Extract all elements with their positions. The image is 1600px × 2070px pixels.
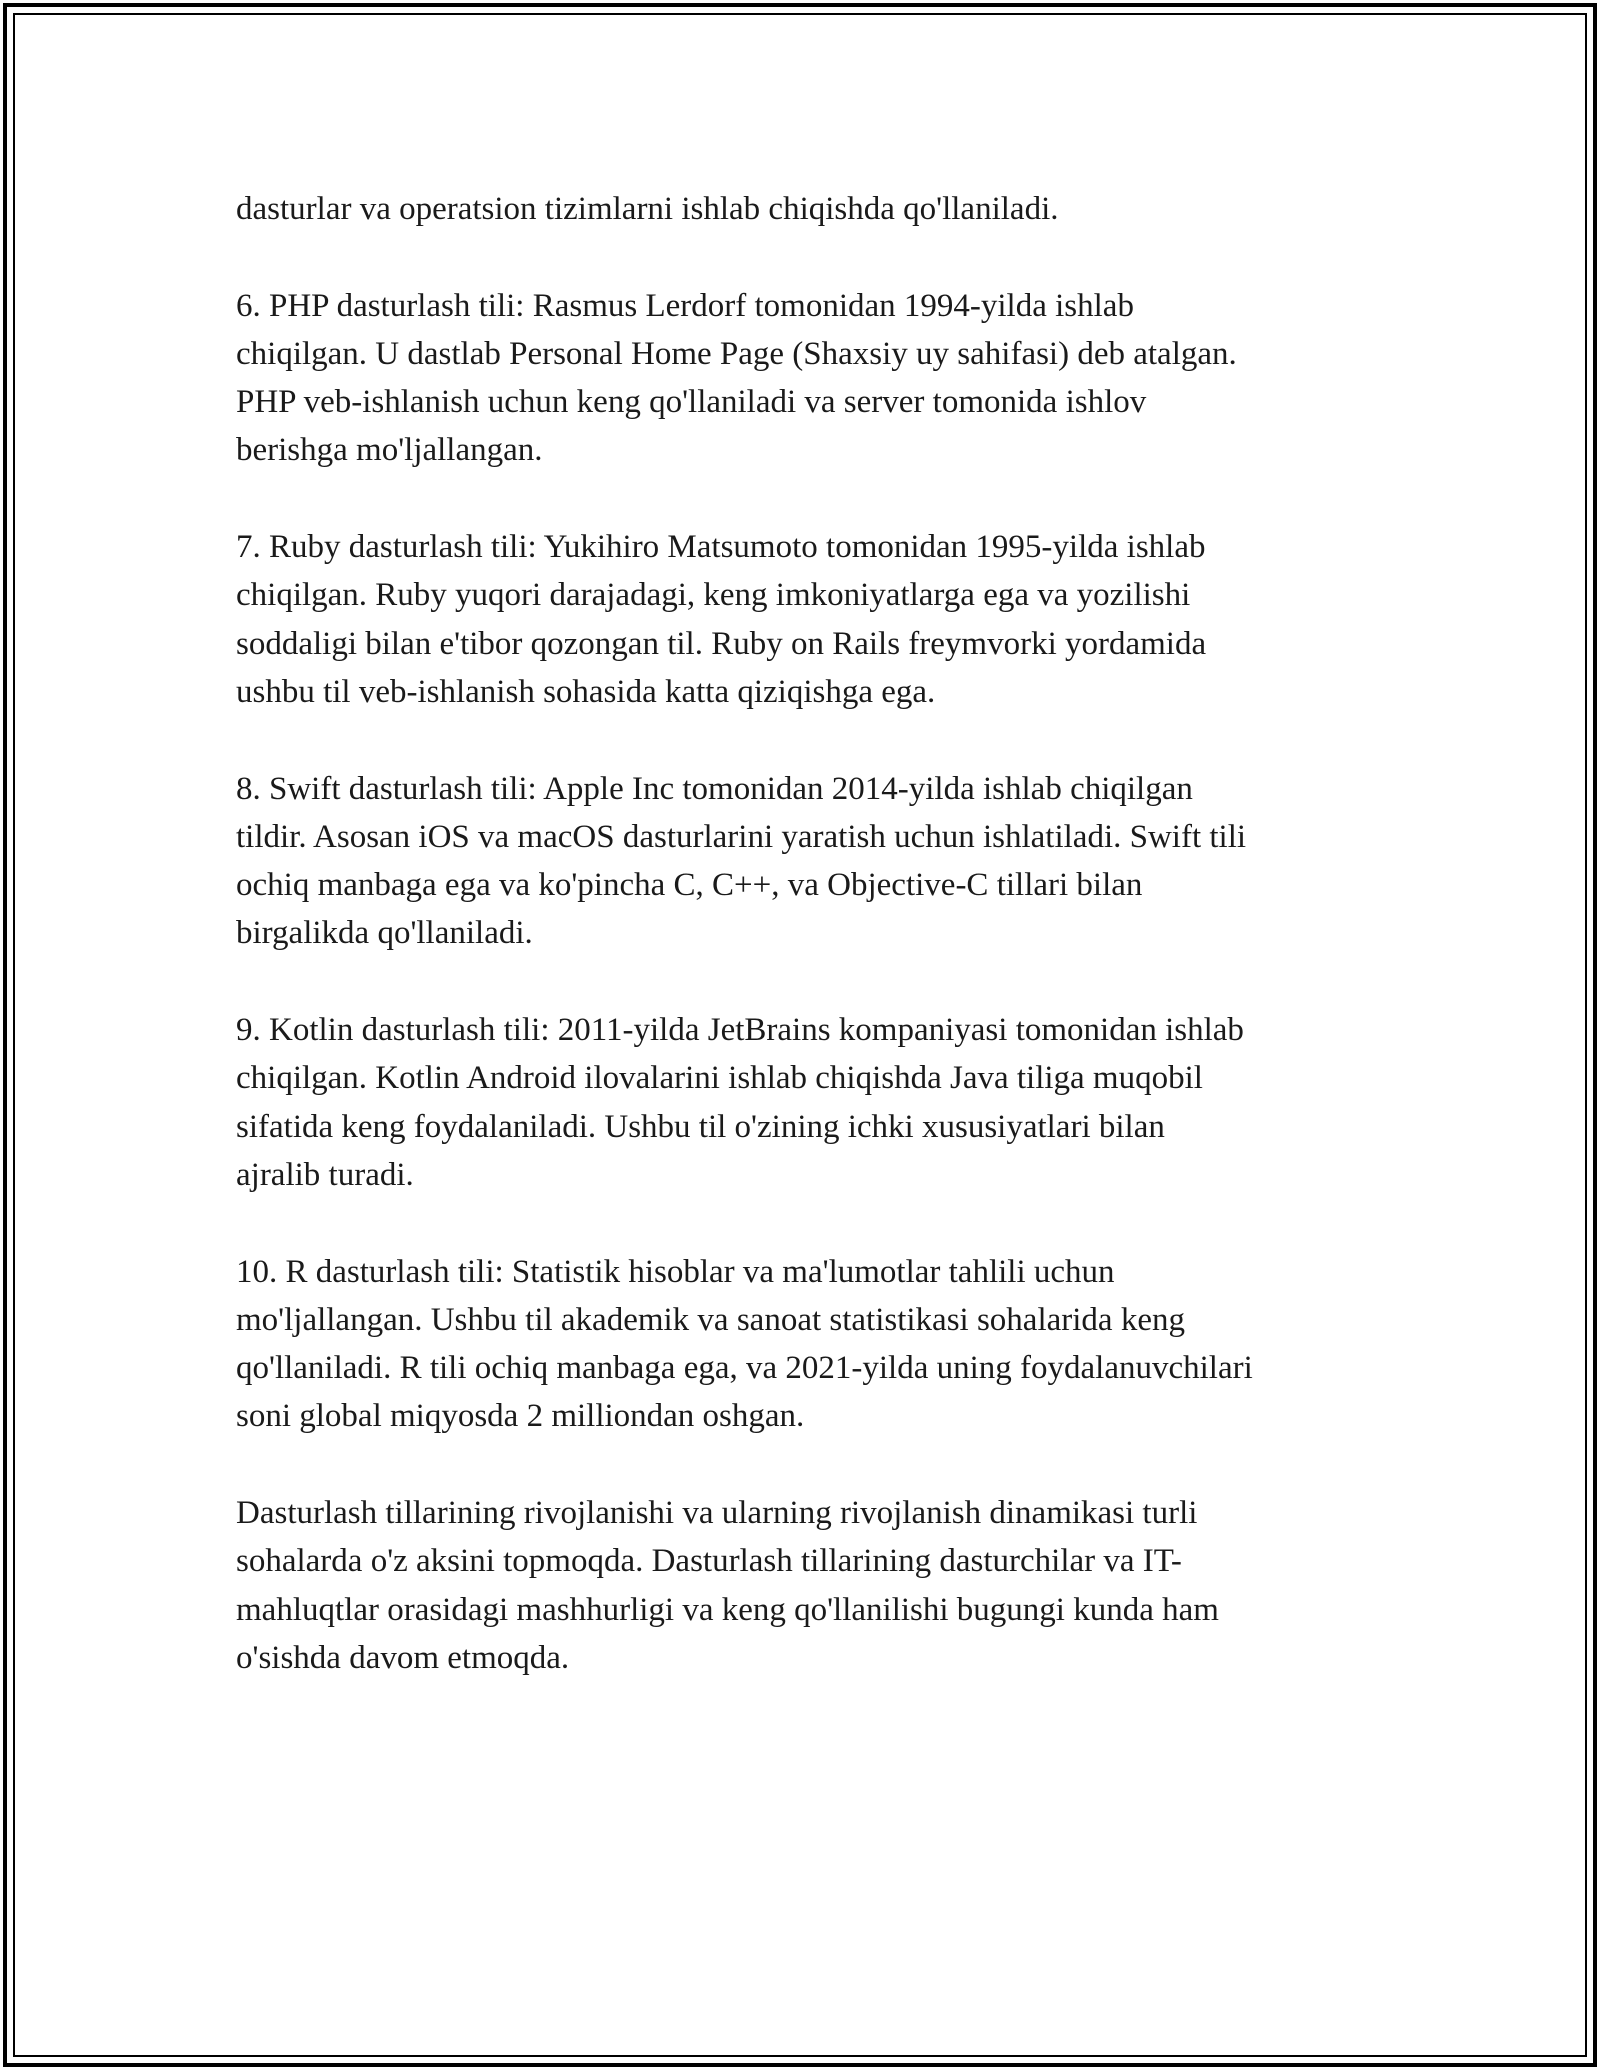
document-body xyxy=(236,185,1376,1682)
text-line: ajralib turadi. xyxy=(236,1156,414,1193)
text-line: qo'llaniladi. R tili ochiq manbaga ega, va 2021-yilda uning foydalanuvchilari xyxy=(236,1350,1253,1387)
paragraph-conclusion xyxy=(236,1489,1376,1682)
text-line: chiqilgan. Kotlin Android ilovalarini ishlab chiqishda Java tiliga muqobil xyxy=(236,1060,1203,1097)
paragraph-ruby xyxy=(236,523,1376,716)
text-line: soddaligi bilan e'tibor qozongan til. Ruby on Rails freymvorki yordamida xyxy=(236,625,1207,662)
paragraph-r xyxy=(236,1248,1376,1441)
paragraph-intro-continuation xyxy=(236,185,1376,233)
text-line: 10. R dasturlash tili: Statistik hisoblar va ma'lumotlar tahlili uchun xyxy=(236,1253,1115,1290)
text-line: tildir. Asosan iOS va macOS dasturlarini yaratish uchun ishlatiladi. Swift tili xyxy=(236,818,1247,855)
text-line: ushbu til veb-ishlanish sohasida katta qiziqishga ega. xyxy=(236,673,936,710)
text-line: sohalarda o'z aksini topmoqda. Dasturlash tillarining dasturchilar va IT- xyxy=(236,1543,1182,1580)
text-line: chiqilgan. Ruby yuqori darajadagi, keng imkoniyatlarga ega va yozilishi xyxy=(236,577,1191,614)
text-line: 8. Swift dasturlash tili: Apple Inc tomonidan 2014-yilda ishlab chiqilgan xyxy=(236,770,1193,807)
text-line: 9. Kotlin dasturlash tili: 2011-yilda JetBrains kompaniyasi tomonidan ishlab xyxy=(236,1012,1244,1049)
paragraph-kotlin xyxy=(236,1006,1376,1199)
text-line: sifatida keng foydalaniladi. Ushbu til o'zining ichki xususiyatlari bilan xyxy=(236,1108,1165,1145)
text-line: 6. PHP dasturlash tili: Rasmus Lerdorf tomonidan 1994-yilda ishlab xyxy=(236,287,1134,324)
paragraph-php xyxy=(236,282,1376,475)
text-line: chiqilgan. U dastlab Personal Home Page (Shaxsiy uy sahifasi) deb atalgan. xyxy=(236,335,1237,372)
text-line: soni global miqyosda 2 milliondan oshgan. xyxy=(236,1398,805,1435)
text-line: dasturlar va operatsion tizimlarni ishlab chiqishda qo'llaniladi. xyxy=(236,191,1059,227)
text-line: ochiq manbaga ega va ko'pincha C, C++, va Objective-C tillari bilan xyxy=(236,867,1143,904)
text-line: Dasturlash tillarining rivojlanishi va ularning rivojlanish dinamikasi turli xyxy=(236,1495,1198,1532)
text-line: 7. Ruby dasturlash tili: Yukihiro Matsumoto tomonidan 1995-yilda ishlab xyxy=(236,529,1206,566)
text-line: mo'ljallangan. Ushbu til akademik va sanoat statistikasi sohalarida keng xyxy=(236,1301,1185,1338)
text-line: berishga mo'ljallangan. xyxy=(236,432,543,469)
text-line: birgalikda qo'llaniladi. xyxy=(236,915,533,952)
text-line: o'sishda davom etmoqda. xyxy=(236,1639,570,1676)
text-line: mahluqtlar orasidagi mashhurligi va keng qo'llanilishi bugungi kunda ham xyxy=(236,1591,1219,1628)
paragraph-swift xyxy=(236,765,1376,958)
text-line: PHP veb-ishlanish uchun keng qo'llaniladi va server tomonida ishlov xyxy=(236,384,1147,421)
